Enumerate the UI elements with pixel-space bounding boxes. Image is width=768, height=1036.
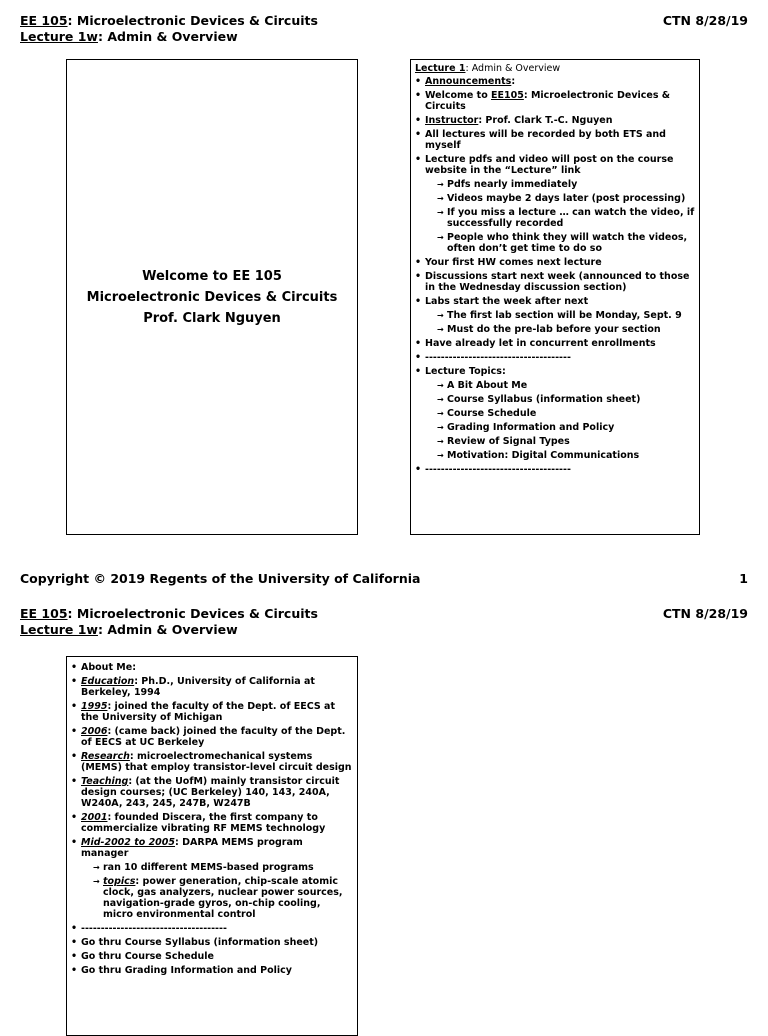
list-item: → ran 10 different MEMS-based programs <box>71 862 353 873</box>
list-item: → A Bit About Me <box>415 380 695 391</box>
list-item: • Announcements: <box>415 76 695 87</box>
course-code: EE 105 <box>20 13 68 28</box>
list-item: • Education: Ph.D., University of California at Berkeley, 1994 <box>71 676 353 698</box>
list-item: → Motivation: Digital Communications <box>415 450 695 461</box>
notes-title: Lecture 1: Admin & Overview <box>415 63 561 74</box>
list-item: • Mid-2002 to 2005: DARPA MEMS program manager <box>71 837 353 859</box>
list-item: • Your first HW comes next lecture <box>415 257 695 268</box>
list-item: → Pdfs nearly immediately <box>415 179 695 190</box>
list-item: • 2001: founded Discera, the first company to commercialize vibrating RF MEMS technology <box>71 812 353 834</box>
list-item: → topics: power generation, chip-scale atomic clock, gas analyzers, nuclear power sources, navigation-grade gyros, on-chip cooling, micro environmental control <box>71 876 353 920</box>
page-footer <box>20 571 748 586</box>
course-code: EE 105 <box>20 606 68 621</box>
lecture-title: : Admin & Overview <box>97 622 238 637</box>
divider-line: • ------------------------------------- <box>415 464 695 475</box>
list-item: → Review of Signal Types <box>415 436 695 447</box>
list-item: • Go thru Course Syllabus (information sheet) <box>71 937 353 948</box>
welcome-line-3: Prof. Clark Nguyen <box>143 310 281 326</box>
list-item: • Have already let in concurrent enrollments <box>415 338 695 349</box>
copyright: Copyright © 2019 Regents of the University of California <box>20 571 421 586</box>
list-item: → People who think they will watch the videos, often don’t get time to do so <box>415 232 695 254</box>
list-item: • Go thru Course Schedule <box>71 951 353 962</box>
divider-line: • ------------------------------------- <box>415 352 695 363</box>
lecture-code: Lecture 1w <box>20 29 98 44</box>
list-item: → The first lab section will be Monday, Sept. 9 <box>415 310 695 321</box>
list-item: → Course Syllabus (information sheet) <box>415 394 695 405</box>
list-item: • 2006: (came back) joined the faculty of the Dept. of EECS at UC Berkeley <box>71 726 353 748</box>
list-item: • Lecture Topics: <box>415 366 695 377</box>
page1-header <box>20 13 318 45</box>
list-item: → Videos maybe 2 days later (post processing) <box>415 193 695 204</box>
page-number: 1 <box>739 571 748 586</box>
lecture-notes-1 <box>410 59 700 535</box>
welcome-line-1: Welcome to EE 105 <box>142 268 282 284</box>
list-item: • Instructor: Prof. Clark T.-C. Nguyen <box>415 115 695 126</box>
page2-date: CTN 8/28/19 <box>662 606 748 621</box>
list-item: • About Me: <box>71 662 353 673</box>
lecture-code: Lecture 1w <box>20 622 98 637</box>
list-item: → If you miss a lecture … can watch the video, if successfully recorded <box>415 207 695 229</box>
list-item: → Must do the pre-lab before your section <box>415 324 695 335</box>
welcome-slide <box>66 59 358 535</box>
notes-list <box>415 76 695 475</box>
course-title: : Microelectronic Devices & Circuits <box>67 606 318 621</box>
page1-date: CTN 8/28/19 <box>662 13 748 28</box>
list-item: • Lecture pdfs and video will post on the course website in the “Lecture” link <box>415 154 695 176</box>
list-item: → Course Schedule <box>415 408 695 419</box>
list-item: → Grading Information and Policy <box>415 422 695 433</box>
divider-line: • ------------------------------------- <box>71 923 353 934</box>
lecture-notes-2 <box>66 656 358 1036</box>
notes-list <box>71 662 353 976</box>
list-item: • Labs start the week after next <box>415 296 695 307</box>
list-item: • All lectures will be recorded by both ETS and myself <box>415 129 695 151</box>
list-item: • Go thru Grading Information and Policy <box>71 965 353 976</box>
list-item: • Discussions start next week (announced to those in the Wednesday discussion section) <box>415 271 695 293</box>
welcome-line-2: Microelectronic Devices & Circuits <box>86 289 338 305</box>
list-item: • Welcome to EE105: Microelectronic Devices & Circuits <box>415 90 695 112</box>
list-item: • Teaching: (at the UofM) mainly transistor circuit design courses; (UC Berkeley) 140, 143, 240A, W240A, 243, 245, 247B, W247B <box>71 776 353 809</box>
course-title: : Microelectronic Devices & Circuits <box>67 13 318 28</box>
list-item: • 1995: joined the faculty of the Dept. of EECS at the University of Michigan <box>71 701 353 723</box>
list-item: • Research: microelectromechanical systems (MEMS) that employ transistor-level circuit design <box>71 751 353 773</box>
lecture-title: : Admin & Overview <box>97 29 238 44</box>
page2-header <box>20 606 318 638</box>
